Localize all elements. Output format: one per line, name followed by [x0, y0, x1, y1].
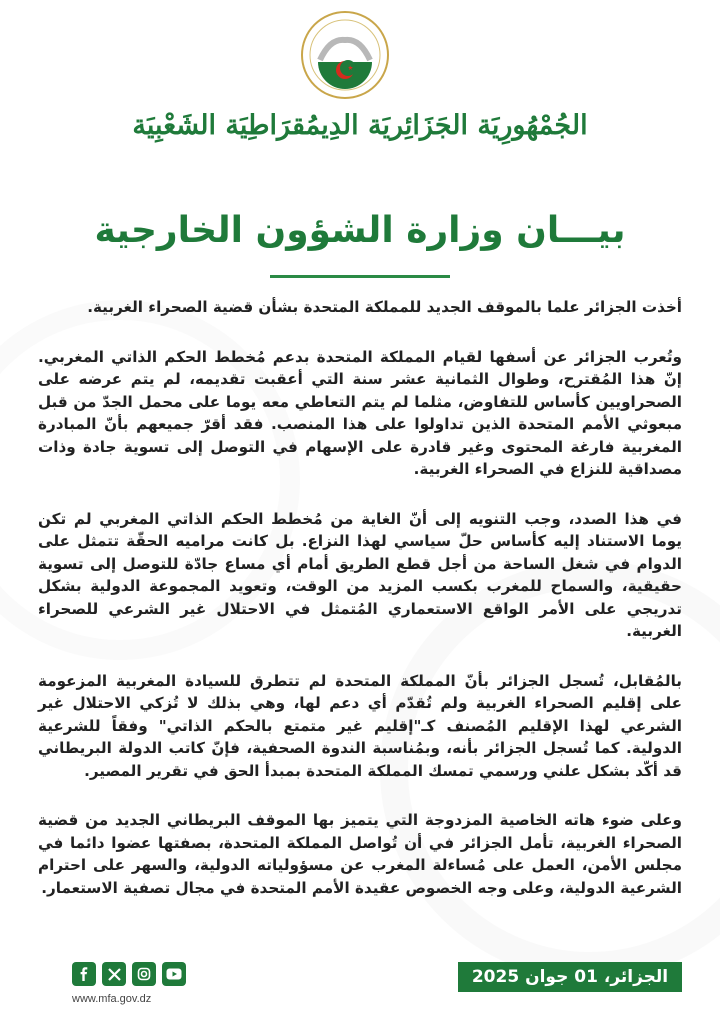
- instagram-icon[interactable]: [132, 962, 156, 986]
- date-location-badge: الجزائر، 01 جوان 2025: [458, 962, 682, 992]
- youtube-icon[interactable]: [162, 962, 186, 986]
- page-title: بيـــان وزارة الشؤون الخارجية: [94, 210, 626, 251]
- social-links: [72, 962, 186, 988]
- paragraph: وعلى ضوء هاته الخاصية المزدوجة التي يتميز بها الموقف البريطاني الجديد من قضية الصحراء الغربية، تأمل الجزائر في أن تُواصل المملكة المتحدة، بصفتها عضوا دائما في مجلس الأمن، العمل على مُساءلة المغرب عن مسؤولياته الدولية، والسهر على احترام الشرعية الدولية، وعلى وجه الخصوص عقيدة الأمم المتحدة في مجال تصفية الاستعمار.: [38, 811, 682, 897]
- ministry-emblem-icon: [300, 10, 390, 100]
- paragraph: بالمُقابل، تُسجل الجزائر بأنّ المملكة المتحدة لم تتطرق للسيادة المغربية المزعومة على إقليم الصحراء الغربية ولم تُقدّم أي دعم لها، وهي بذلك لا تُزكي الاحتلال غير الشرعي لهذا الإقليم المُصنف كـ"إقليم غير متمتع بالحكم الذاتي" وفقاً للشرعية الدولية. كما تُسجل الجزائر بأنه، وبمُناسبة الندوة الصحفية، فإنّ كاتب الدولة البريطاني قد أكّد بشكل علني ورسمي تمسك المملكة المتحدة بمبدأ الحق في تقرير المصير.: [38, 671, 682, 780]
- republic-name-heading: الجُمْهُورِيَة الجَزَائِريَة الدِيمُقرَاطِيَة الشَعْبِيَة: [132, 110, 588, 141]
- paragraph: وتُعرب الجزائر عن أسفها لقيام المملكة المتحدة بدعم مُخطط الحكم الذاتي المغربي. إنّ هذا المُقترح، وطوال الثمانية عشر سنة التي أعقبت تقديمه، لم يتم عرضه على الصحراويين كأساس للتفاوض، مثلما لم يتم التعاطي معه يوما على محمل الجدّ من قبل مبعوثي الأمم المتحدة الذين تداولوا على هذا المنصب. فقد أقرّ جميعهم بأنّ المبادرة المغربية فارغة المحتوى وغير قادرة على الإسهام في التوصل إلى تسوية جادة وذات مصداقية للنزاع في الصحراء الغربية.: [38, 347, 682, 478]
- x-icon[interactable]: [102, 962, 126, 986]
- title-underline: [270, 275, 450, 278]
- paragraph: أخذت الجزائر علما بالموقف الجديد للمملكة المتحدة بشأن قضية الصحراء الغربية.: [87, 298, 682, 316]
- statement-body: [38, 296, 682, 926]
- paragraph: في هذا الصدد، وجب التنويه إلى أنّ الغاية من مُخطط الحكم الذاتي المغربي لم تكن يوما الاستناد إليه كأساس حلّ سياسي لهذا النزاع. بل كانت مراميه الحقّة تتمثل على الدوام في شغل الساحة من أجل قطع الطريق أمام أي مساع جادّة للتوصل إلى تسوية حقيقية، والسماح للمغرب بكسب المزيد من الوقت، وتعويد المجموعة الدولية بشكل تدريجي على الأمر الواقع الاستعماري المُتمثل في الاحتلال غير الشرعي للصحراء الغربية.: [38, 509, 682, 640]
- website-url[interactable]: www.mfa.gov.dz: [72, 993, 152, 1005]
- facebook-icon[interactable]: [72, 962, 96, 986]
